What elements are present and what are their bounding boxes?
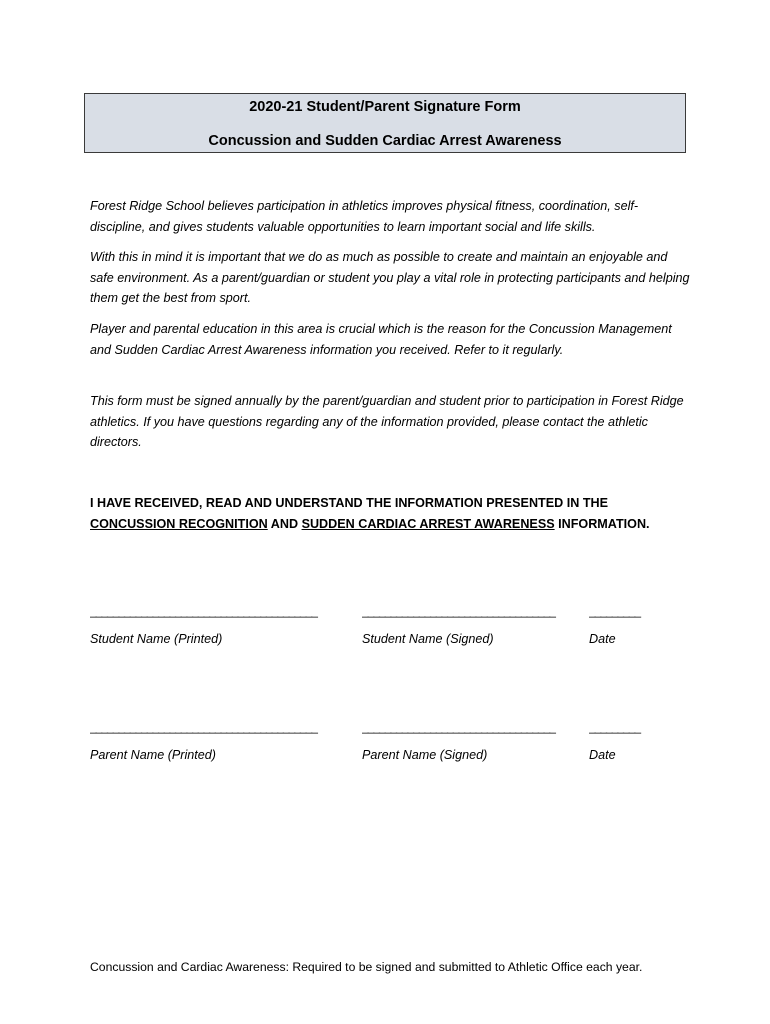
student-name-signed-label: Student Name (Signed) xyxy=(362,632,494,646)
parent-date-line[interactable]: _________ xyxy=(589,720,641,734)
requirement-paragraph: This form must be signed annually by the parent/guardian and student prior to participation in Forest Ridge athletics. If you have questions regarding any of the information provided, please contact the athletic directors. xyxy=(90,394,684,450)
statement-part-2: INFORMATION. xyxy=(554,517,650,531)
statement-and: AND xyxy=(267,517,302,531)
cardiac-arrest-awareness-reference: SUDDEN CARDIAC ARREST AWARENESS xyxy=(301,517,555,531)
concussion-recognition-reference: CONCUSSION RECOGNITION xyxy=(90,517,268,531)
parent-name-printed-label: Parent Name (Printed) xyxy=(90,748,216,762)
parent-date-label: Date xyxy=(589,748,616,762)
statement-part-1: I HAVE RECEIVED, READ AND UNDERSTAND THE INFORMATION PRESENTED IN THE xyxy=(90,496,609,510)
student-name-printed-line[interactable]: ________________________________________ xyxy=(90,604,317,618)
parent-name-signed-line[interactable]: __________________________________ xyxy=(362,720,555,734)
parent-name-signed-label: Parent Name (Signed) xyxy=(362,748,488,762)
student-name-signed-line[interactable]: __________________________________ xyxy=(362,604,555,618)
student-date-line[interactable]: _________ xyxy=(589,604,641,618)
form-title-box xyxy=(84,93,686,153)
footer-note: Concussion and Cardiac Awareness: Required to be signed and submitted to Athletic Office each year. xyxy=(90,960,643,974)
intro-paragraph: Forest Ridge School believes participation in athletics improves physical fitness, coordination, self-discipline, and gives students valuable opportunities to learn important social and life skills. xyxy=(90,199,639,234)
acknowledgement-statement xyxy=(90,493,710,535)
environment-paragraph: With this in mind it is important that we do as much as possible to create and maintain an enjoyable and safe environment. As a parent/guardian or student you play a vital role in protecting participants and helping them get the best from sport. xyxy=(90,250,690,306)
form-subtitle: Concussion and Sudden Cardiac Arrest Awareness xyxy=(208,133,562,149)
student-name-printed-label: Student Name (Printed) xyxy=(90,632,223,646)
form-title: 2020-21 Student/Parent Signature Form xyxy=(249,99,521,115)
education-paragraph: Player and parental education in this area is crucial which is the reason for the Concussion Management and Sudden Cardiac Arrest Awareness information you received. Refer to it regularly. xyxy=(90,322,672,357)
student-date-label: Date xyxy=(589,632,616,646)
parent-name-printed-line[interactable]: ________________________________________ xyxy=(90,720,317,734)
